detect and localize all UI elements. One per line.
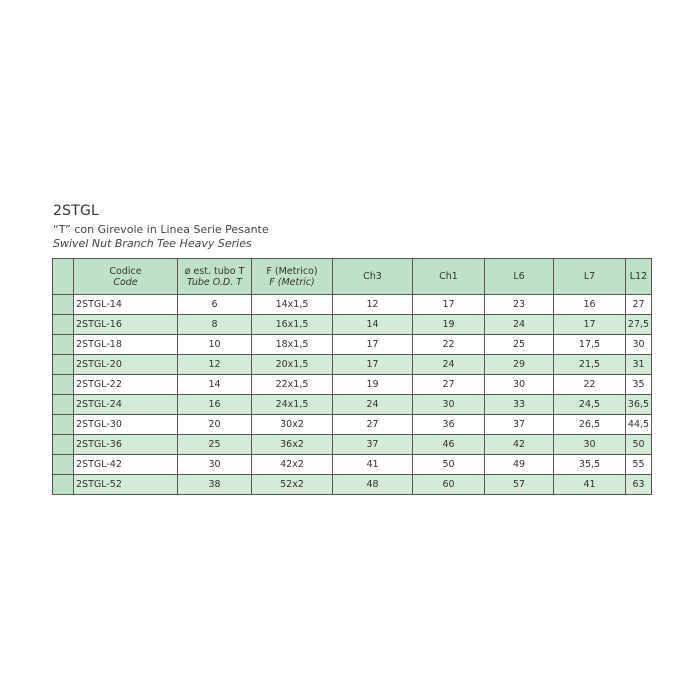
- side-stripe-cell: [53, 455, 74, 475]
- subtitle-italian: “T” con Girevole in Linea Serie Pesante: [53, 223, 269, 236]
- product-code-title: 2STGL: [53, 203, 99, 219]
- cell-l12: 63: [626, 475, 652, 495]
- cell-thread-f: 42x2: [252, 455, 333, 475]
- cell-ch1: 17: [413, 295, 485, 315]
- cell-l7: 26,5: [554, 415, 626, 435]
- cell-ch3: 24: [333, 395, 413, 415]
- cell-l12: 27,5: [626, 315, 652, 335]
- header-tube-od: ø est. tubo T Tube O.D. T: [178, 259, 252, 295]
- cell-ch3: 41: [333, 455, 413, 475]
- side-stripe-cell: [53, 295, 74, 315]
- cell-ch1: 19: [413, 315, 485, 335]
- cell-code: 2STGL-36: [74, 435, 178, 455]
- table-row: [53, 475, 652, 495]
- header-l12: L12: [626, 259, 652, 295]
- cell-ch1: 60: [413, 475, 485, 495]
- cell-ch1: 22: [413, 335, 485, 355]
- side-stripe-header: [53, 259, 74, 295]
- header-thread-f: F (Metrico) F (Metric): [252, 259, 333, 295]
- cell-code: 2STGL-42: [74, 455, 178, 475]
- cell-l7: 35,5: [554, 455, 626, 475]
- cell-l7: 16: [554, 295, 626, 315]
- cell-l6: 23: [485, 295, 554, 315]
- cell-tube-od: 30: [178, 455, 252, 475]
- cell-tube-od: 25: [178, 435, 252, 455]
- table-row: [53, 355, 652, 375]
- cell-thread-f: 18x1,5: [252, 335, 333, 355]
- header-code: Codice Code: [74, 259, 178, 295]
- cell-code: 2STGL-14: [74, 295, 178, 315]
- cell-l12: 44,5: [626, 415, 652, 435]
- side-stripe-cell: [53, 435, 74, 455]
- cell-tube-od: 16: [178, 395, 252, 415]
- cell-l7: 21,5: [554, 355, 626, 375]
- cell-l7: 24,5: [554, 395, 626, 415]
- cell-l7: 17,5: [554, 335, 626, 355]
- cell-l12: 50: [626, 435, 652, 455]
- cell-l6: 57: [485, 475, 554, 495]
- cell-l7: 22: [554, 375, 626, 395]
- cell-l6: 24: [485, 315, 554, 335]
- table-row: [53, 375, 652, 395]
- cell-l12: 31: [626, 355, 652, 375]
- cell-l6: 29: [485, 355, 554, 375]
- cell-l6: 42: [485, 435, 554, 455]
- side-stripe-cell: [53, 475, 74, 495]
- side-stripe-cell: [53, 355, 74, 375]
- side-stripe-cell: [53, 415, 74, 435]
- table-body: [53, 295, 652, 495]
- table-row: [53, 455, 652, 475]
- cell-ch1: 30: [413, 395, 485, 415]
- header-l7: L7: [554, 259, 626, 295]
- cell-thread-f: 52x2: [252, 475, 333, 495]
- title-block: [53, 203, 269, 251]
- cell-tube-od: 14: [178, 375, 252, 395]
- side-stripe-cell: [53, 395, 74, 415]
- cell-ch3: 27: [333, 415, 413, 435]
- cell-code: 2STGL-30: [74, 415, 178, 435]
- table-row: [53, 315, 652, 335]
- spec-table: [52, 258, 652, 495]
- side-stripe-cell: [53, 375, 74, 395]
- cell-thread-f: 20x1,5: [252, 355, 333, 375]
- cell-ch3: 12: [333, 295, 413, 315]
- cell-code: 2STGL-24: [74, 395, 178, 415]
- table-row: [53, 415, 652, 435]
- side-stripe-cell: [53, 315, 74, 335]
- cell-l12: 27: [626, 295, 652, 315]
- cell-l12: 30: [626, 335, 652, 355]
- cell-l6: 49: [485, 455, 554, 475]
- header-ch1: Ch1: [413, 259, 485, 295]
- cell-tube-od: 10: [178, 335, 252, 355]
- cell-ch1: 50: [413, 455, 485, 475]
- cell-thread-f: 30x2: [252, 415, 333, 435]
- cell-l6: 37: [485, 415, 554, 435]
- cell-ch3: 17: [333, 355, 413, 375]
- cell-thread-f: 36x2: [252, 435, 333, 455]
- cell-thread-f: 14x1,5: [252, 295, 333, 315]
- cell-l7: 41: [554, 475, 626, 495]
- cell-code: 2STGL-52: [74, 475, 178, 495]
- cell-tube-od: 20: [178, 415, 252, 435]
- cell-ch3: 37: [333, 435, 413, 455]
- cell-ch1: 24: [413, 355, 485, 375]
- cell-thread-f: 16x1,5: [252, 315, 333, 335]
- cell-l12: 35: [626, 375, 652, 395]
- cell-code: 2STGL-18: [74, 335, 178, 355]
- cell-l12: 36,5: [626, 395, 652, 415]
- cell-l6: 30: [485, 375, 554, 395]
- table-row: [53, 435, 652, 455]
- side-stripe-cell: [53, 335, 74, 355]
- cell-ch3: 17: [333, 335, 413, 355]
- cell-tube-od: 6: [178, 295, 252, 315]
- cell-tube-od: 38: [178, 475, 252, 495]
- cell-ch1: 27: [413, 375, 485, 395]
- cell-l12: 55: [626, 455, 652, 475]
- header-ch3: Ch3: [333, 259, 413, 295]
- cell-code: 2STGL-16: [74, 315, 178, 335]
- cell-l6: 25: [485, 335, 554, 355]
- cell-l6: 33: [485, 395, 554, 415]
- cell-thread-f: 22x1,5: [252, 375, 333, 395]
- table-row: [53, 395, 652, 415]
- cell-l7: 30: [554, 435, 626, 455]
- cell-code: 2STGL-20: [74, 355, 178, 375]
- cell-ch3: 48: [333, 475, 413, 495]
- cell-ch3: 14: [333, 315, 413, 335]
- header-l6: L6: [485, 259, 554, 295]
- cell-ch1: 46: [413, 435, 485, 455]
- cell-tube-od: 8: [178, 315, 252, 335]
- cell-tube-od: 12: [178, 355, 252, 375]
- cell-ch3: 19: [333, 375, 413, 395]
- table-row: [53, 335, 652, 355]
- cell-code: 2STGL-22: [74, 375, 178, 395]
- cell-ch1: 36: [413, 415, 485, 435]
- cell-thread-f: 24x1,5: [252, 395, 333, 415]
- table-row: [53, 295, 652, 315]
- cell-l7: 17: [554, 315, 626, 335]
- subtitle-english: Swivel Nut Branch Tee Heavy Series: [53, 237, 252, 250]
- table-header-row: [53, 259, 652, 295]
